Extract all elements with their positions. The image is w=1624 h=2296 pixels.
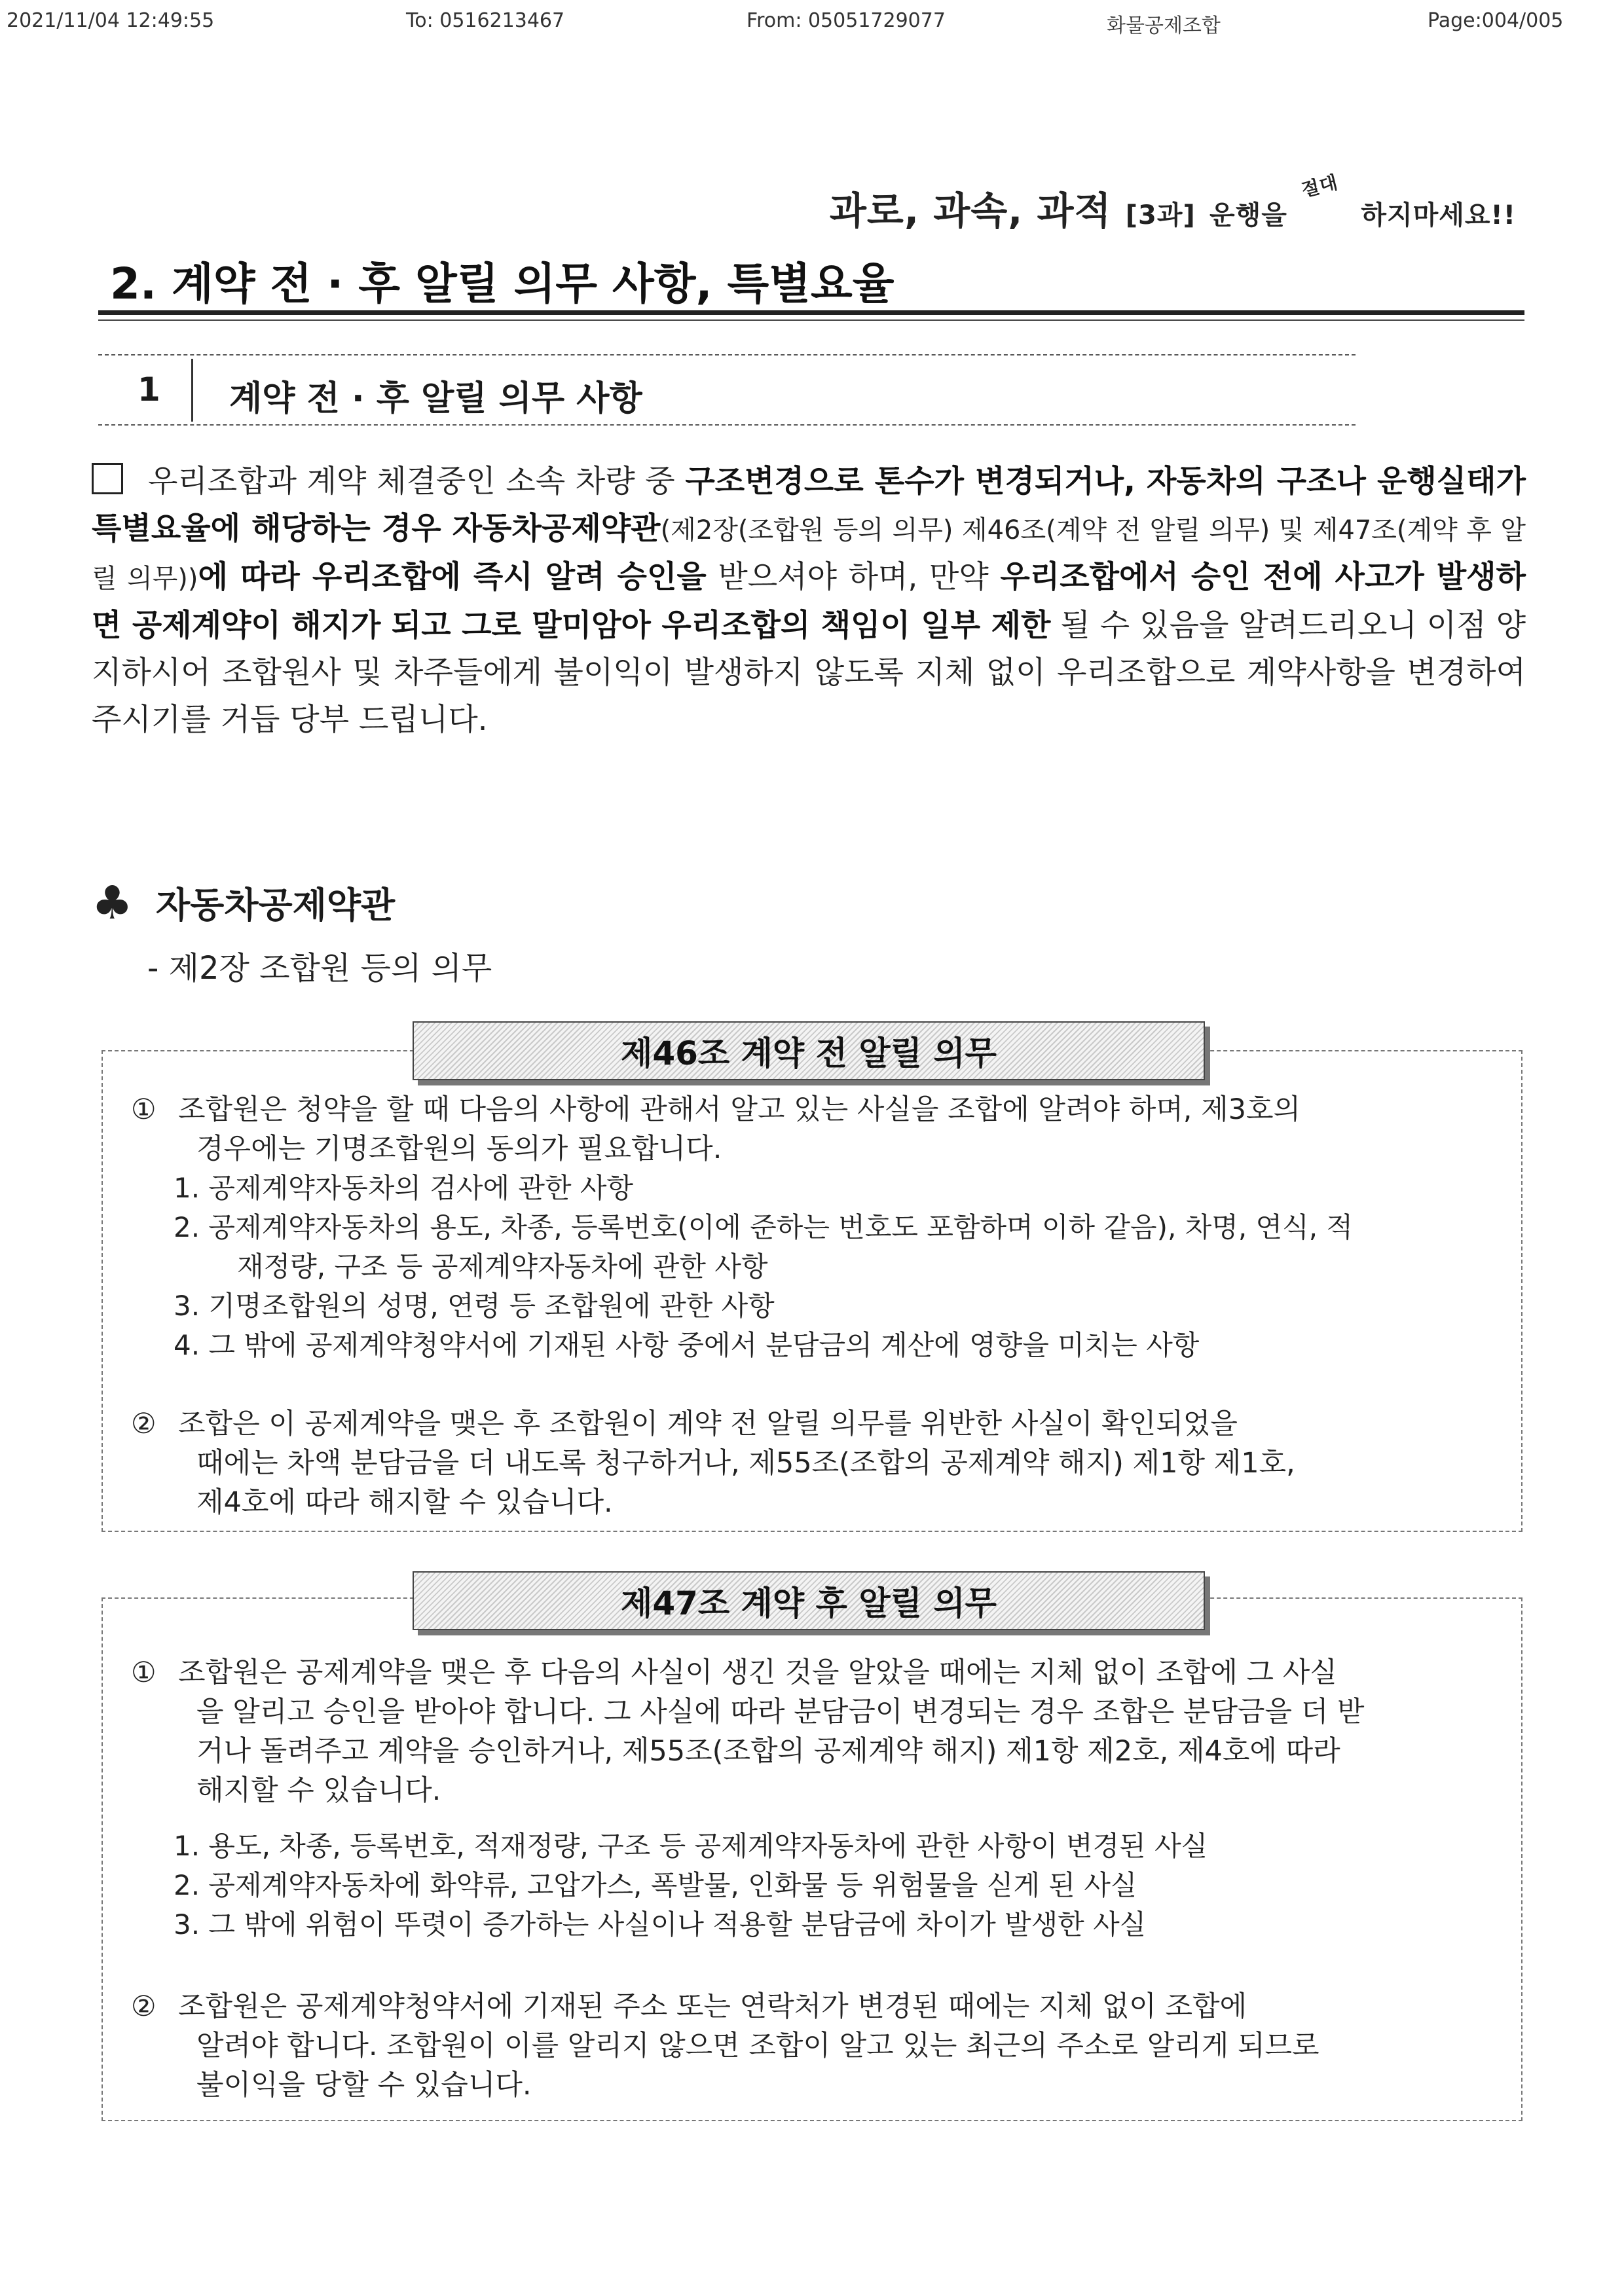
slogan-end: 하지마세요!! bbox=[1361, 200, 1516, 230]
slogan-bracket: [3과] bbox=[1125, 200, 1196, 230]
chapter-rule-thin bbox=[98, 319, 1524, 321]
intro-paragraph: 우리조합과 계약 체결중인 소속 차량 중 구조변경으로 톤수가 변경되거나, 자동차의 구조나 운행실태가 특별요율에 해당하는 경우 자동차공제약관(제2장(조합원 등의 의무) 제46조(계약 전 알릴 의무) 및 제47조(계약 후 알릴 의무))에 따라 우리조합에 즉시 알려 승인을 받으셔야 하며, 만약 우리조합에서 승인 전에 사고가 발생하면 공제계약이 해지가 되고 그로 말미암아 우리조합의 책임이 일부 제한 될 수 있음을 알려드리오니 이점 양지하시어 조합원사 및 차주들에게 불이익이 발생하지 않도록 지체 없이 우리조합으로 계약사항을 변경하여 주시기를 거듭 당부 드립니다. bbox=[92, 464, 1526, 738]
club-icon: ♣ bbox=[92, 876, 133, 930]
article-46-item-2-cont: 재정량, 구조 등 공제계약자동차에 관한 사항 bbox=[237, 1250, 768, 1283]
section-divider-top bbox=[98, 354, 1356, 355]
article-46-item-2: 2. 공제계약자동차의 용도, 차종, 등록번호(이에 준하는 번호도 포함하며 이하 같음), 차명, 연식, 적 bbox=[174, 1211, 1353, 1243]
article-46-item-4: 4. 그 밖에 공제계약청약서에 기재된 사항 중에서 분담금의 계산에 영향을 미치는 사항 bbox=[174, 1329, 1200, 1361]
slogan-main: 과로, 과속, 과적 bbox=[829, 189, 1112, 233]
article-47-title: 제47조 계약 후 알릴 의무 bbox=[413, 1571, 1205, 1630]
article-47-para-1: ① 조합원은 공제계약을 맺은 후 다음의 사실이 생긴 것을 알았을 때에는 지체 없이 조합에 그 사실 을 알리고 승인을 받아야 합니다. 그 사실에 따라 분담금이 변경되는 경우 조합은 분담금을 더 받 거나 돌려주고 계약을 승인하거나, 제55조(조합의 공제계약 해지) 제1항 제2호, 제4호에 따라 해지할 수 있습니다. bbox=[131, 1656, 1365, 1807]
fax-datetime: 2021/11/04 12:49:55 bbox=[7, 9, 215, 32]
slogan bbox=[829, 171, 1516, 235]
terms-subheading: - 제2장 조합원 등의 의무 bbox=[147, 950, 492, 987]
article-47-item-1: 1. 용도, 차종, 등록번호, 적재정량, 구조 등 공제계약자동차에 관한 사항이 변경된 사실 bbox=[174, 1830, 1208, 1862]
article-46-title: 제46조 계약 전 알릴 의무 bbox=[413, 1021, 1205, 1080]
slogan-stamp: 절대 bbox=[1299, 171, 1340, 202]
article-47-item-3: 3. 그 밖에 위험이 뚜렷이 증가하는 사실이나 적용할 분담금에 차이가 발생한 사실 bbox=[174, 1908, 1147, 1941]
section-title: 계약 전 · 후 알릴 의무 사항 bbox=[229, 379, 642, 418]
article-46-para-2: ② 조합은 이 공제계약을 맺은 후 조합원이 계약 전 알릴 의무를 위반한 사실이 확인되었을 때에는 차액 분담금을 더 내도록 청구하거나, 제55조(조합의 공제계약 해지) 제1항 제1호, 제4호에 따라 해지할 수 있습니다. bbox=[131, 1408, 1295, 1519]
chapter-title: 2. 계약 전 · 후 알릴 의무 사항, 특별요율 bbox=[110, 259, 895, 309]
terms-heading: 자동차공제약관 bbox=[156, 884, 396, 926]
article-47-para-2: ② 조합원은 공제계약청약서에 기재된 주소 또는 연락처가 변경된 때에는 지체 없이 조합에 알려야 합니다. 조합원이 이를 알리지 않으면 조합이 알고 있는 최근의 주소로 알리게 되므로 불이익을 당할 수 있습니다. bbox=[131, 1990, 1320, 2102]
fax-page: Page:004/005 bbox=[1428, 9, 1564, 32]
article-46-item-1: 1. 공제계약자동차의 검사에 관한 사항 bbox=[174, 1172, 634, 1204]
section-number: 1 bbox=[138, 371, 160, 409]
section-divider-bottom bbox=[98, 424, 1356, 426]
checkbox-icon bbox=[92, 463, 123, 494]
fax-to: To: 0516213467 bbox=[406, 9, 565, 32]
chapter-rule bbox=[98, 310, 1524, 315]
slogan-run: 운행을 bbox=[1209, 200, 1287, 230]
article-46-para-1: ① 조합원은 청약을 할 때 다음의 사항에 관해서 알고 있는 사실을 조합에 알려야 하며, 제3호의 경우에는 기명조합원의 동의가 필요합니다. bbox=[131, 1093, 1301, 1165]
section-separator bbox=[191, 359, 193, 422]
article-47-item-2: 2. 공제계약자동차에 화약류, 고압가스, 폭발물, 인화물 등 위험물을 싣게 된 사실 bbox=[174, 1869, 1137, 1901]
fax-from: From: 05051729077 bbox=[747, 9, 946, 32]
fax-sender: 화물공제조합 bbox=[1107, 14, 1221, 37]
article-46-item-3: 3. 기명조합원의 성명, 연령 등 조합원에 관한 사항 bbox=[174, 1290, 775, 1322]
